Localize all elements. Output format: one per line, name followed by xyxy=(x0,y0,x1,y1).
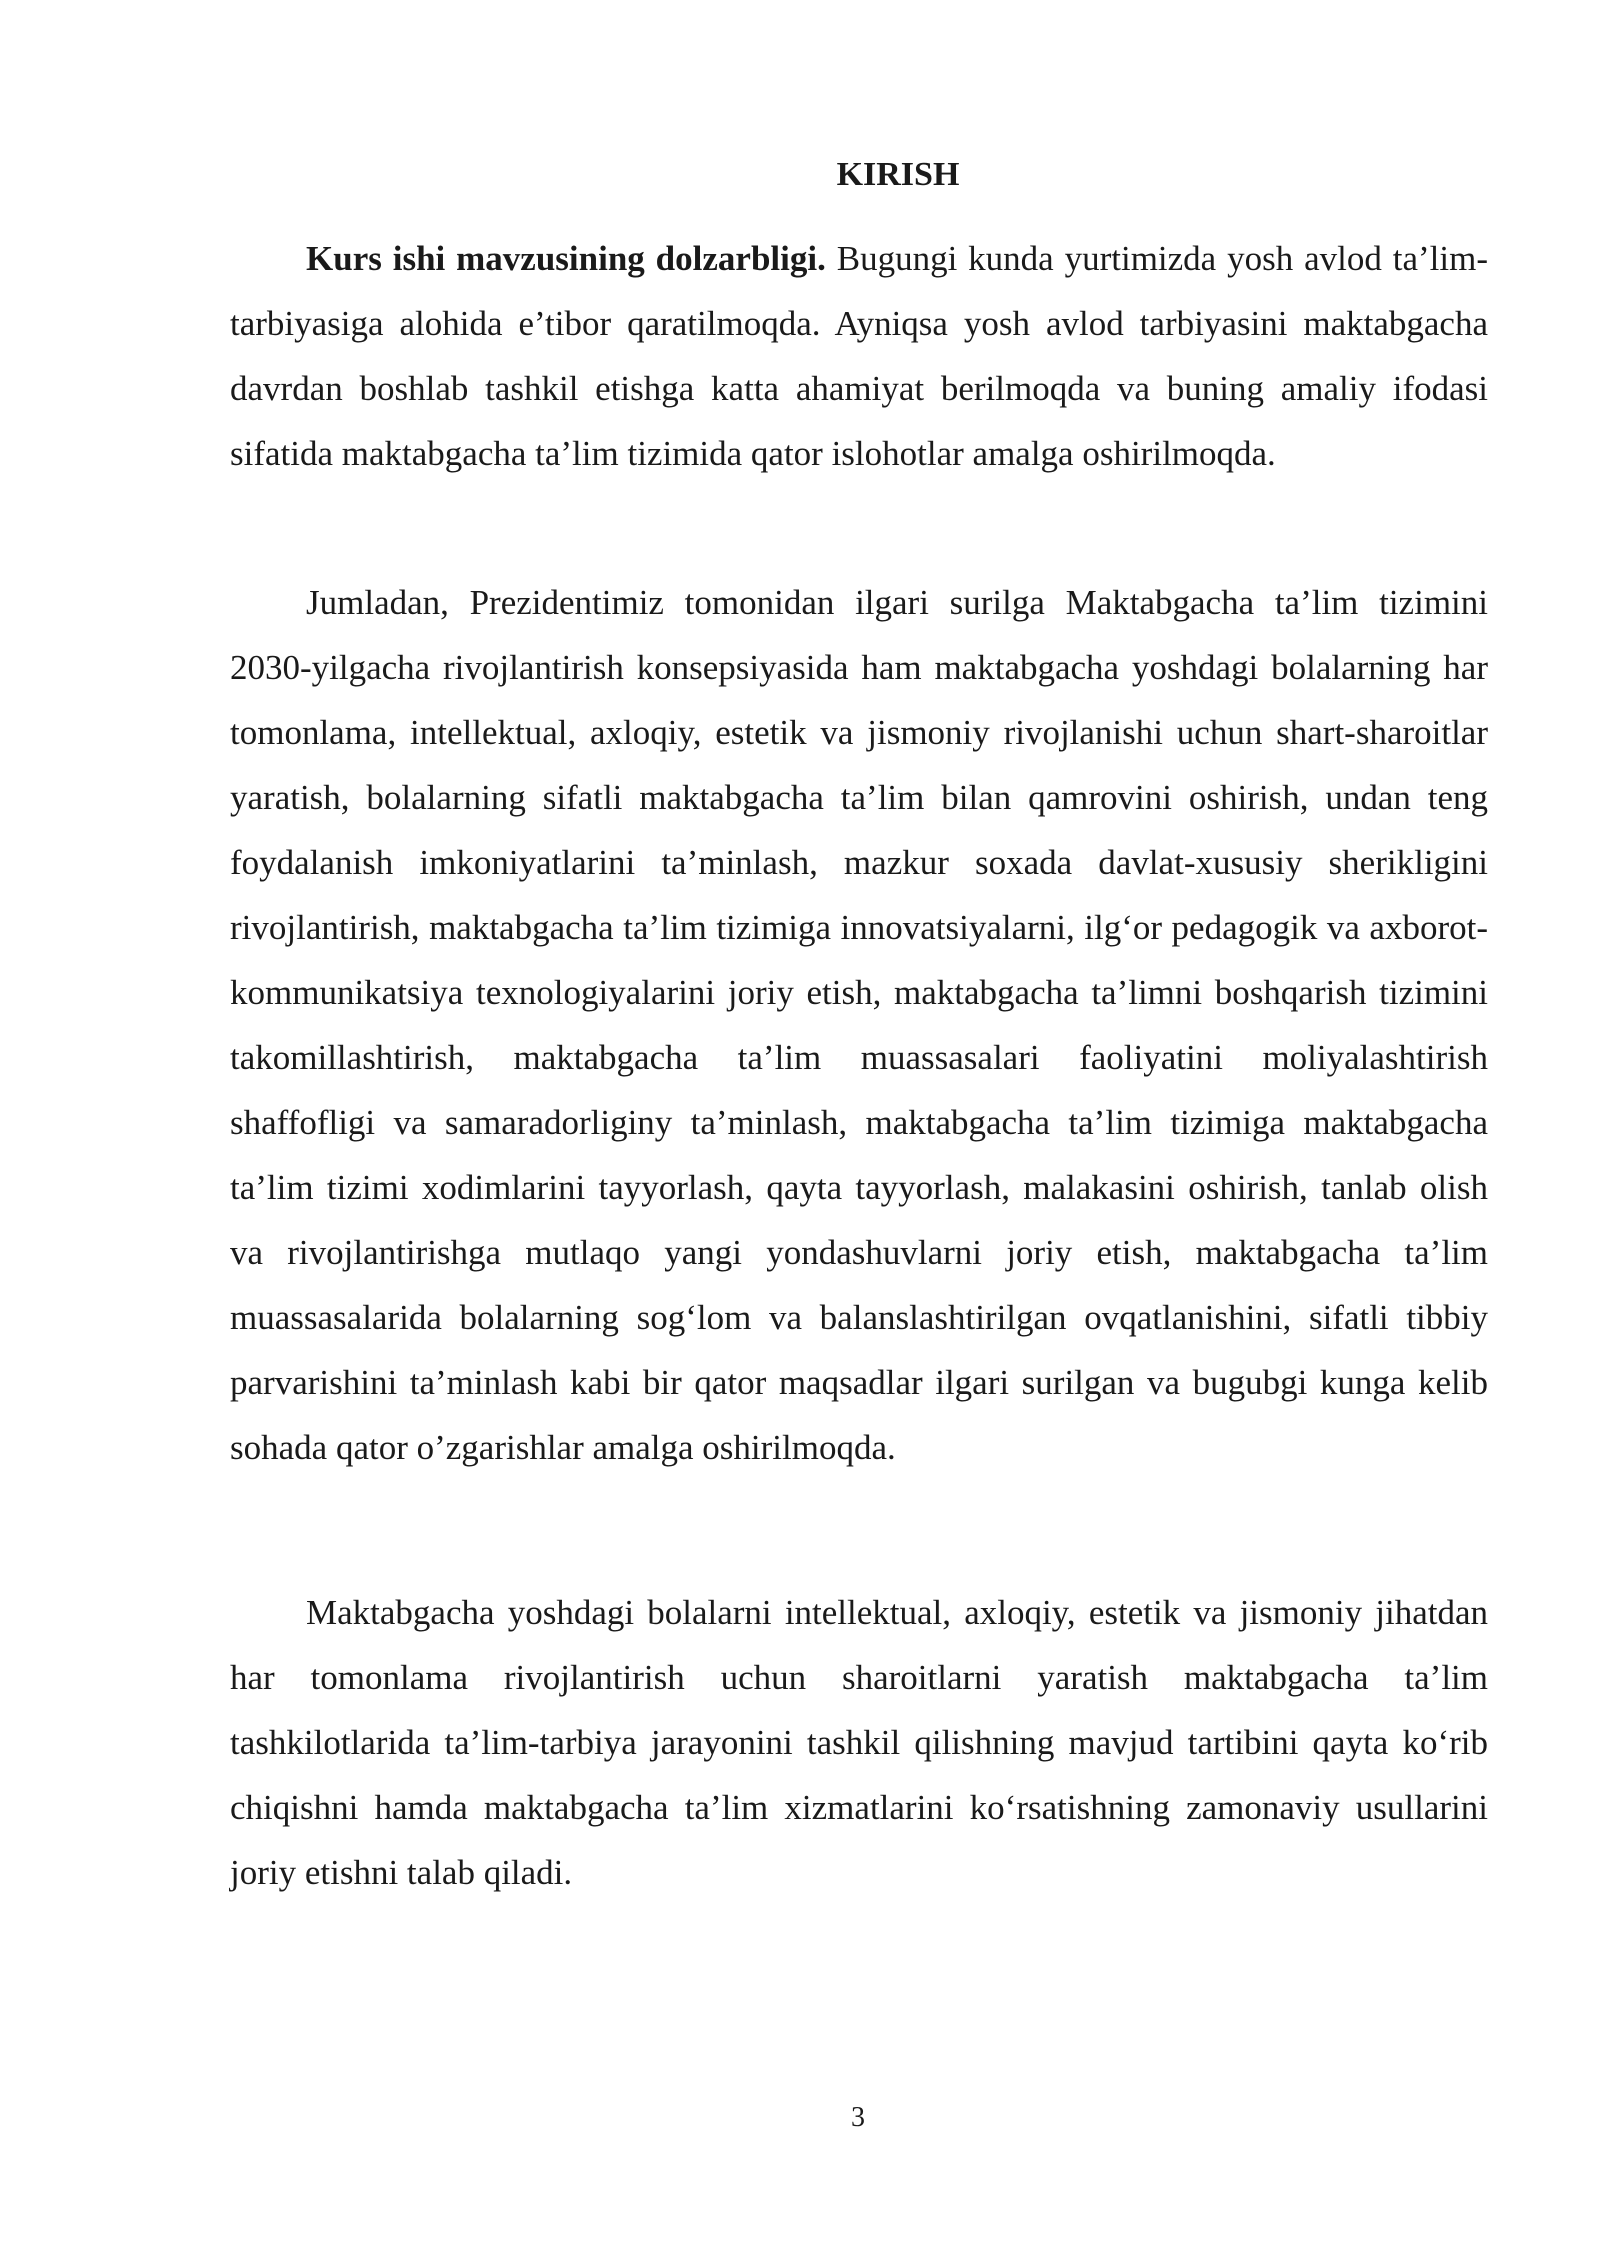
paragraph-conditions xyxy=(230,1580,1488,1905)
paragraph-relevance xyxy=(230,226,1488,486)
section-heading: KIRISH xyxy=(836,156,960,193)
page-number: 3 xyxy=(851,2102,865,2133)
paragraph-concept xyxy=(230,570,1488,1480)
paragraph-text: Maktabgacha yoshdagi bolalarni intellektual, axloqiy, estetik va jismoniy jihatdan har tomonlama rivojlantirish uchun sharoitlarni yaratish maktabgacha ta’lim tashkilotlarida ta’lim-tarbiya jarayonini tashkil qilishning mavjud tartibini qayta ko‘rib chiqishni hamda maktabgacha ta’lim xizmatlarini ko‘rsatishning zamonaviy usullarini joriy etishni talab qiladi. xyxy=(230,1593,1488,1892)
paragraph-lead: Kurs ishi mavzusining dolzarbligi. xyxy=(306,239,826,278)
paragraph-text: Bugungi kunda yurtimizda yosh avlod ta’lim-tarbiyasiga alohida e’tibor qaratilmoqda. Ayniqsa yosh avlod tarbiyasini maktabgacha davrdan boshlab tashkil etishga katta ahamiyat berilmoqda va buning amaliy ifodasi sifatida maktabgacha ta’lim tizimida qator islohotlar amalga oshirilmoqda. xyxy=(230,239,1488,473)
paragraph-text: Jumladan, Prezidentimiz tomonidan ilgari surilga Maktabgacha ta’lim tizimini 2030-yilgacha rivojlantirish konsepsiyasida ham maktabgacha yoshdagi bolalarning har tomonlama, intellektual, axloqiy, estetik va jismoniy rivojlanishi uchun shart-sharoitlar yaratish, bolalarning sifatli maktabgacha ta’lim bilan qamrovini oshirish, undan teng foydalanish imkoniyatlarini ta’minlash, mazkur soxada davlat-xususiy sherikligini rivojlantirish, maktabgacha ta’lim tizimiga innovatsiyalarni, ilg‘or pedagogik va axborot-kommunikatsiya texnologiyalarini joriy etish, maktabgacha ta’limni boshqarish tizimini takomillashtirish, maktabgacha ta’lim muassasalari faoliyatini moliyalashtirish shaffofligi va samaradorliginy ta’minlash, maktabgacha ta’lim tizimiga maktabgacha ta’lim tizimi xodimlarini tayyorlash, qayta tayyorlash, malakasini oshirish, tanlab olish va rivojlantirishga mutlaqo yangi yondashuvlarni joriy etish, maktabgacha ta’lim muassasalarida bolalarning sog‘lom va balanslashtirilgan ovqatlanishini, sifatli tibbiy parvarishini ta’minlash kabi bir qator maqsadlar ilgari surilgan va bugubgi kunga kelib sohada qator o’zgarishlar amalga oshirilmoqda. xyxy=(230,583,1488,1467)
